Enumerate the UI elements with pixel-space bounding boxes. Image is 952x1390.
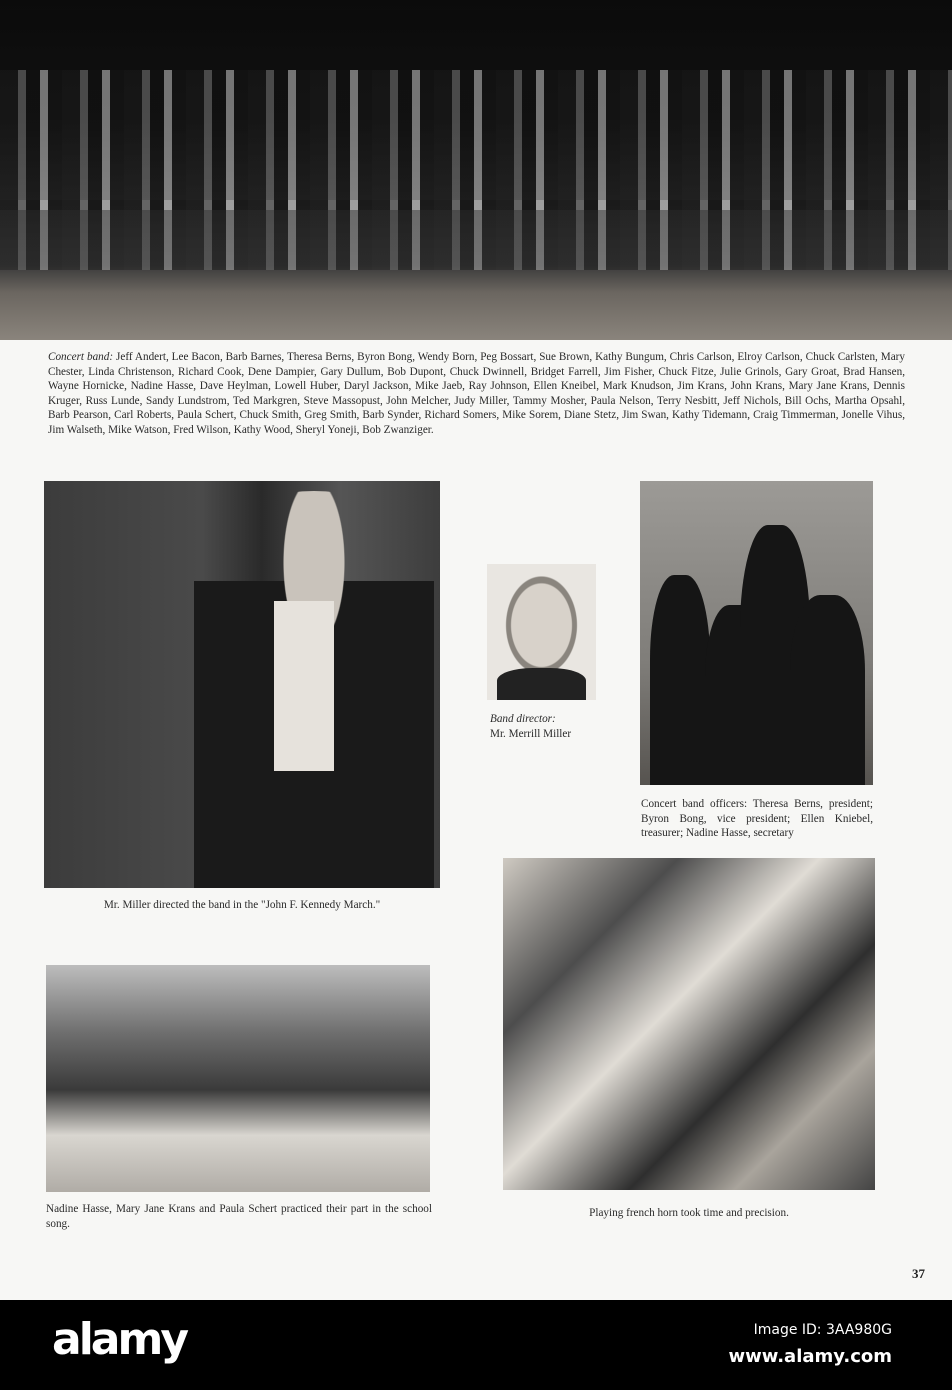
officers-photo [640, 481, 873, 785]
caption-names: Jeff Andert, Lee Bacon, Barb Barnes, Theresa Berns, Byron Bong, Wendy Born, Peg Bossart, Sue Brown, Kathy Bungum, Chris Carlson, Elroy Carlson, Chuck Carlsten, Mary Chester, Linda Christenson, Richard Cook, Dene Dampier, Gary Dullum, Bob Dupont, Chuck Dwinnell, Bridget Farrell, Jim Fisher, Chuck Fitze, Julie Grinols, Gary Groat, Brad Hansen, Wayne Hornicke, Nadine Hasse, Dave Heylman, Lowell Huber, Daryl Jackson, Mike Jaeb, Ray Johnson, Ellen Kneibel, Mark Knudson, Jim Krans, John Krans, Mary Jane Krans, Dennis Kruger, Russ Lunde, Sandy Lundstrom, Ted Markgren, Steve Massopust, John Melcher, Judy Miller, Tammy Mosher, Paula Nelson, Terry Nesbitt, Jeff Nichols, Bill Ochs, Martha Opsahl, Barb Pearson, Carl Roberts, Paula Schert, Chuck Smith, Greg Smith, Barb Synder, Richard Somers, Mike Sorem, Diane Stetz, Jim Swan, Kathy Tidemann, Craig Timmerman, Jonelle Vihus, Jim Walseth, Mike Watson, Fred Wilson, Kathy Wood, Sheryl Yoneji, Bob Zwanziger. [48, 351, 906, 436]
concert-band-caption [48, 350, 905, 438]
director-caption [490, 712, 630, 741]
conductor-caption: Mr. Miller directed the band in the "John F. Kennedy March." [103, 899, 381, 911]
horn-caption: Playing french horn took time and precision. [589, 1207, 789, 1219]
french-horn-photo [503, 858, 875, 1190]
alamy-logo: alamy [52, 1314, 186, 1365]
concert-band-group-photo [0, 0, 952, 340]
site-url: www.alamy.com [728, 1346, 892, 1367]
director-label: Band director: [490, 713, 556, 725]
stock-watermark-banner [0, 1300, 952, 1390]
page-number: 37 [912, 1266, 925, 1281]
conductor-photo [44, 481, 440, 888]
caption-label: Concert band: [48, 351, 114, 363]
band-director-portrait [487, 564, 596, 700]
officers-caption: Concert band officers: Theresa Berns, president; Byron Bong, vice president; Ellen Kniebel, treasurer; Nadine Hasse, secretary [641, 798, 873, 840]
saxophone-players-photo [46, 965, 430, 1192]
sax-caption: Nadine Hasse, Mary Jane Krans and Paula Schert practiced their part in the school song. [46, 1203, 432, 1230]
director-name: Mr. Merrill Miller [490, 727, 572, 740]
image-id: Image ID: 3AA980G [753, 1322, 892, 1338]
